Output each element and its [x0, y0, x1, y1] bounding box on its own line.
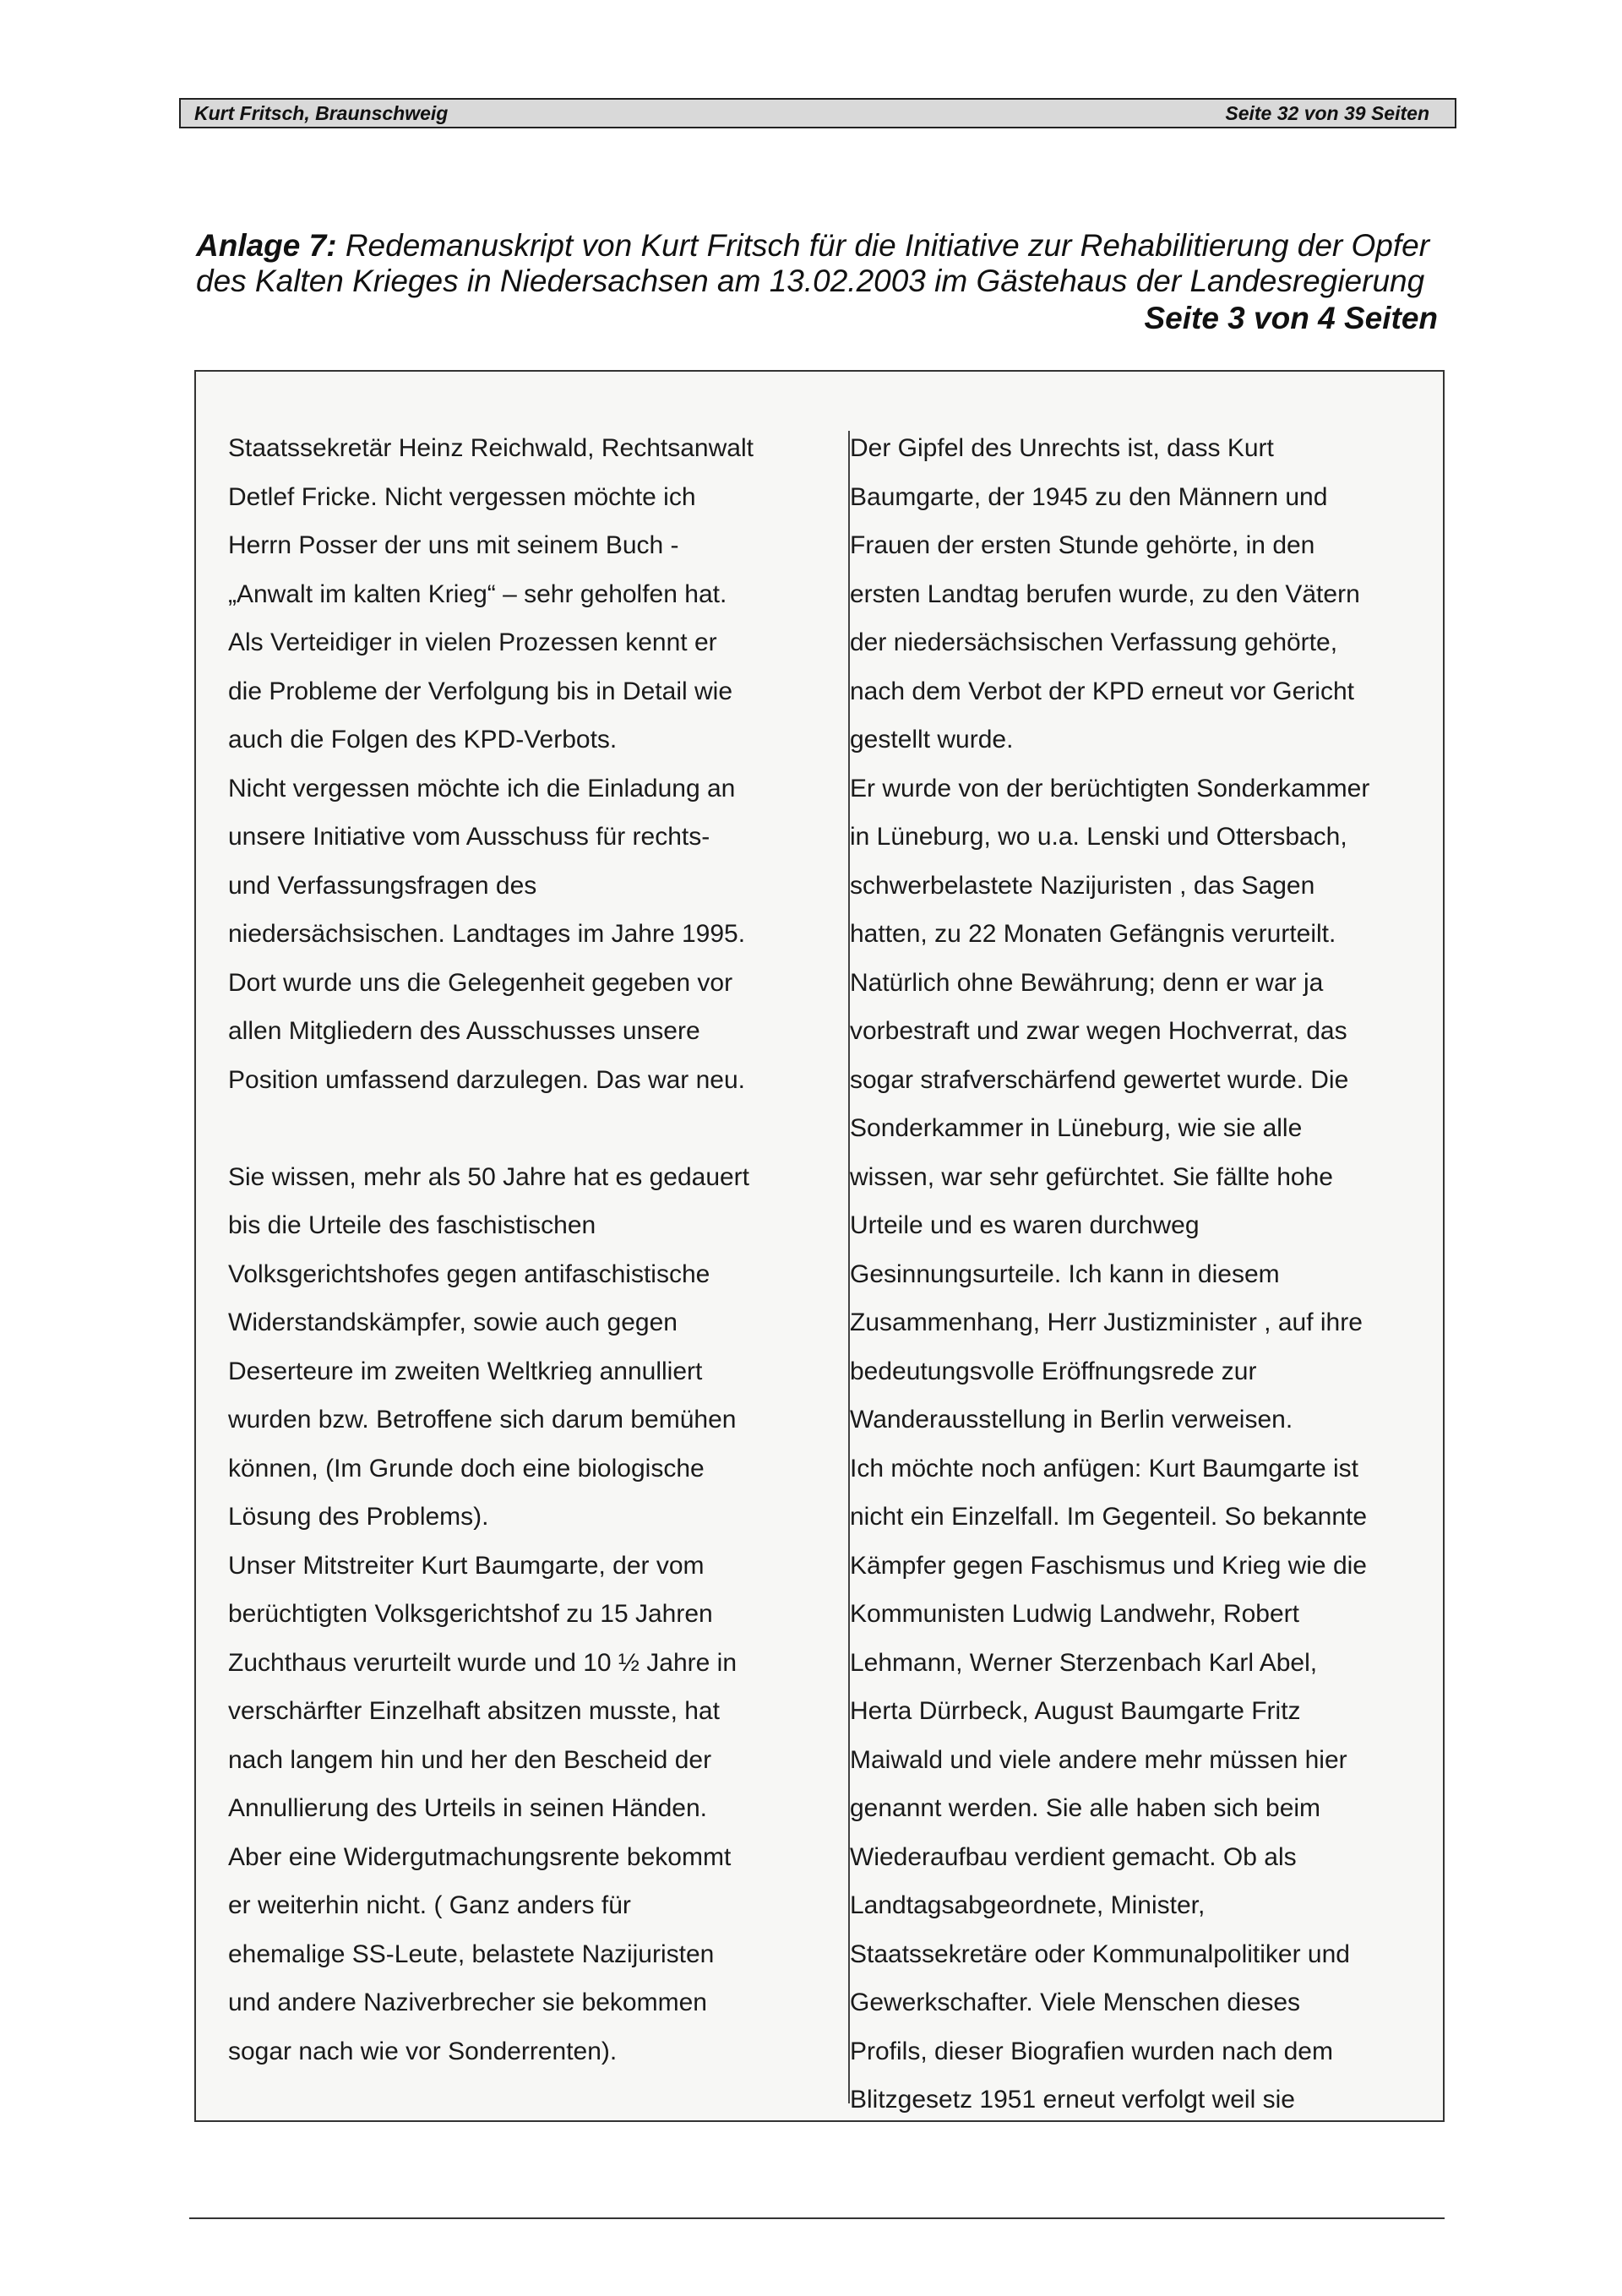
manuscript-line: Kämpfer gegen Faschismus und Krieg wie die [850, 1551, 1367, 1580]
header-author: Kurt Fritsch, Braunschweig [194, 101, 449, 124]
manuscript-line: Der Gipfel des Unrechts ist, dass Kurt [850, 434, 1274, 462]
manuscript-line: Ich möchte noch anfügen: Kurt Baumgarte ist [850, 1454, 1359, 1483]
scanned-manuscript [194, 370, 1445, 2122]
manuscript-line: Aber eine Widergutmachungsrente bekommt [228, 1842, 732, 1871]
manuscript-line: Er wurde von der berüchtigten Sonderkammer [850, 774, 1370, 803]
manuscript-line: ehemalige SS-Leute, belastete Nazijuristen [228, 1940, 715, 1968]
manuscript-line: Frauen der ersten Stunde gehörte, in den [850, 531, 1315, 559]
manuscript-line: Gesinnungsurteile. Ich kann in diesem [850, 1260, 1280, 1288]
manuscript-line: Urteile und es waren durchweg [850, 1211, 1200, 1239]
manuscript-line: Volksgerichtshofes gegen antifaschistische [228, 1260, 710, 1288]
manuscript-line: allen Mitgliedern des Ausschusses unsere [228, 1017, 700, 1045]
manuscript-line: Herta Dürrbeck, August Baumgarte Fritz [850, 1697, 1301, 1725]
manuscript-line: Als Verteidiger in vielen Prozessen kennt er [228, 628, 717, 656]
manuscript-line: und Verfassungsfragen des [228, 871, 537, 900]
manuscript-line: Sie wissen, mehr als 50 Jahre hat es gedauert [228, 1162, 750, 1191]
manuscript-line: Gewerkschafter. Viele Menschen dieses [850, 1989, 1301, 2016]
document-title [196, 228, 1438, 336]
manuscript-line: „Anwalt im kalten Krieg“ – sehr geholfen hat. [228, 579, 727, 608]
manuscript-line: schwerbelastete Nazijuristen , das Sagen [850, 871, 1315, 900]
left-column [228, 424, 836, 2076]
manuscript-line: nach dem Verbot der KPD erneut vor Gericht [850, 677, 1354, 705]
manuscript-line: Dort wurde uns die Gelegenheit gegeben vor [228, 968, 733, 997]
manuscript-line: Wanderausstellung in Berlin verweisen. [850, 1406, 1293, 1434]
manuscript-line: Sonderkammer in Lüneburg, wie sie alle [850, 1114, 1303, 1142]
manuscript-line: auch die Folgen des KPD-Verbots. [228, 726, 618, 754]
manuscript-line: ersten Landtag berufen wurde, zu den Vätern [850, 579, 1360, 608]
page-header [179, 98, 1456, 128]
manuscript-line: sogar nach wie vor Sonderrenten). [228, 2037, 618, 2065]
manuscript-line: Lösung des Problems). [228, 1503, 489, 1531]
footer-rule [189, 2217, 1445, 2219]
manuscript-line: Zusammenhang, Herr Justizminister , auf ihre [850, 1309, 1363, 1336]
manuscript-line: Deserteure im zweiten Weltkrieg annulliert [228, 1357, 703, 1385]
manuscript-line: nicht ein Einzelfall. Im Gegenteil. So bekannte [850, 1503, 1368, 1531]
manuscript-line: Blitzgesetz 1951 erneut verfolgt weil sie [850, 2086, 1295, 2114]
manuscript-line: Detlef Fricke. Nicht vergessen möchte ich [228, 482, 696, 511]
title-text: Redemanuskript von Kurt Fritsch für die Initiative zur Rehabilitierung der Opfer des Kalten Krieges in Niedersachsen am 13.02.2003 im Gästehaus der Landesregierung [196, 228, 1430, 298]
manuscript-line: Lehmann, Werner Sterzenbach Karl Abel, [850, 1648, 1318, 1677]
manuscript-line: Maiwald und viele andere mehr müssen hier [850, 1745, 1347, 1774]
manuscript-line: Natürlich ohne Bewährung; denn er war ja [850, 968, 1324, 997]
manuscript-line: bedeutungsvolle Eröffnungsrede zur [850, 1357, 1257, 1385]
manuscript-line: Staatssekretär Heinz Reichwald, Rechtsanwalt [228, 434, 754, 462]
manuscript-line: Baumgarte, der 1945 zu den Männern und [850, 482, 1328, 511]
manuscript-line: Widerstandskämpfer, sowie auch gegen [228, 1309, 678, 1336]
right-column [850, 424, 1441, 2122]
manuscript-line: berüchtigten Volksgerichtshof zu 15 Jahren [228, 1600, 713, 1628]
manuscript-line: gestellt wurde. [850, 726, 1014, 754]
manuscript-line: Annullierung des Urteils in seinen Händen. [228, 1794, 708, 1822]
manuscript-line: nach langem hin und her den Bescheid der [228, 1745, 712, 1774]
manuscript-line [228, 1104, 836, 1153]
manuscript-line: Wiederaufbau verdient gemacht. Ob als [850, 1842, 1297, 1871]
manuscript-line: hatten, zu 22 Monaten Gefängnis verurteilt. [850, 920, 1336, 948]
manuscript-line: Nicht vergessen möchte ich die Einladung an [228, 774, 736, 803]
manuscript-line: Profils, dieser Biografien wurden nach dem [850, 2037, 1333, 2065]
header-page-number: Seite 32 von 39 Seiten [1225, 101, 1429, 124]
manuscript-line: der niedersächsischen Verfassung gehörte, [850, 628, 1338, 656]
manuscript-line: Herrn Posser der uns mit seinem Buch - [228, 531, 679, 559]
manuscript-line: in Lüneburg, wo u.a. Lenski und Ottersbach, [850, 823, 1347, 851]
manuscript-line: können, (Im Grunde doch eine biologische [228, 1454, 705, 1483]
manuscript-line: sogar strafverschärfend gewertet wurde. Die [850, 1065, 1349, 1094]
title-page-indicator: Seite 3 von 4 Seiten [1144, 301, 1438, 335]
manuscript-line: wissen, war sehr gefürchtet. Sie fällte hohe [850, 1162, 1333, 1191]
manuscript-line: niedersächsischen. Landtages im Jahre 1995. [228, 920, 746, 948]
manuscript-line: wurden bzw. Betroffene sich darum bemühen [228, 1406, 737, 1434]
manuscript-line: Landtagsabgeordnete, Minister, [850, 1891, 1206, 1919]
manuscript-line: unsere Initiative vom Ausschuss für rechts- [228, 823, 710, 851]
title-label: Anlage 7: [196, 228, 337, 263]
manuscript-line: Zuchthaus verurteilt wurde und 10 ½ Jahre in [228, 1648, 738, 1677]
manuscript-line: verschärfter Einzelhaft absitzen musste, hat [228, 1697, 720, 1725]
manuscript-line: bis die Urteile des faschistischen [228, 1211, 596, 1239]
manuscript-line: genannt werden. Sie alle haben sich beim [850, 1794, 1321, 1822]
manuscript-line: und andere Naziverbrecher sie bekommen [228, 1989, 707, 2016]
manuscript-line: die Probleme der Verfolgung bis in Detail wie [228, 677, 732, 705]
manuscript-line: Position umfassend darzulegen. Das war neu. [228, 1065, 746, 1094]
manuscript-line: Kommunisten Ludwig Landwehr, Robert [850, 1600, 1299, 1628]
manuscript-line: vorbestraft und zwar wegen Hochverrat, das [850, 1017, 1347, 1045]
manuscript-line: er weiterhin nicht. ( Ganz anders für [228, 1891, 631, 1919]
manuscript-line: Unser Mitstreiter Kurt Baumgarte, der vom [228, 1551, 705, 1580]
manuscript-line: Staatssekretäre oder Kommunalpolitiker und [850, 1940, 1350, 1968]
